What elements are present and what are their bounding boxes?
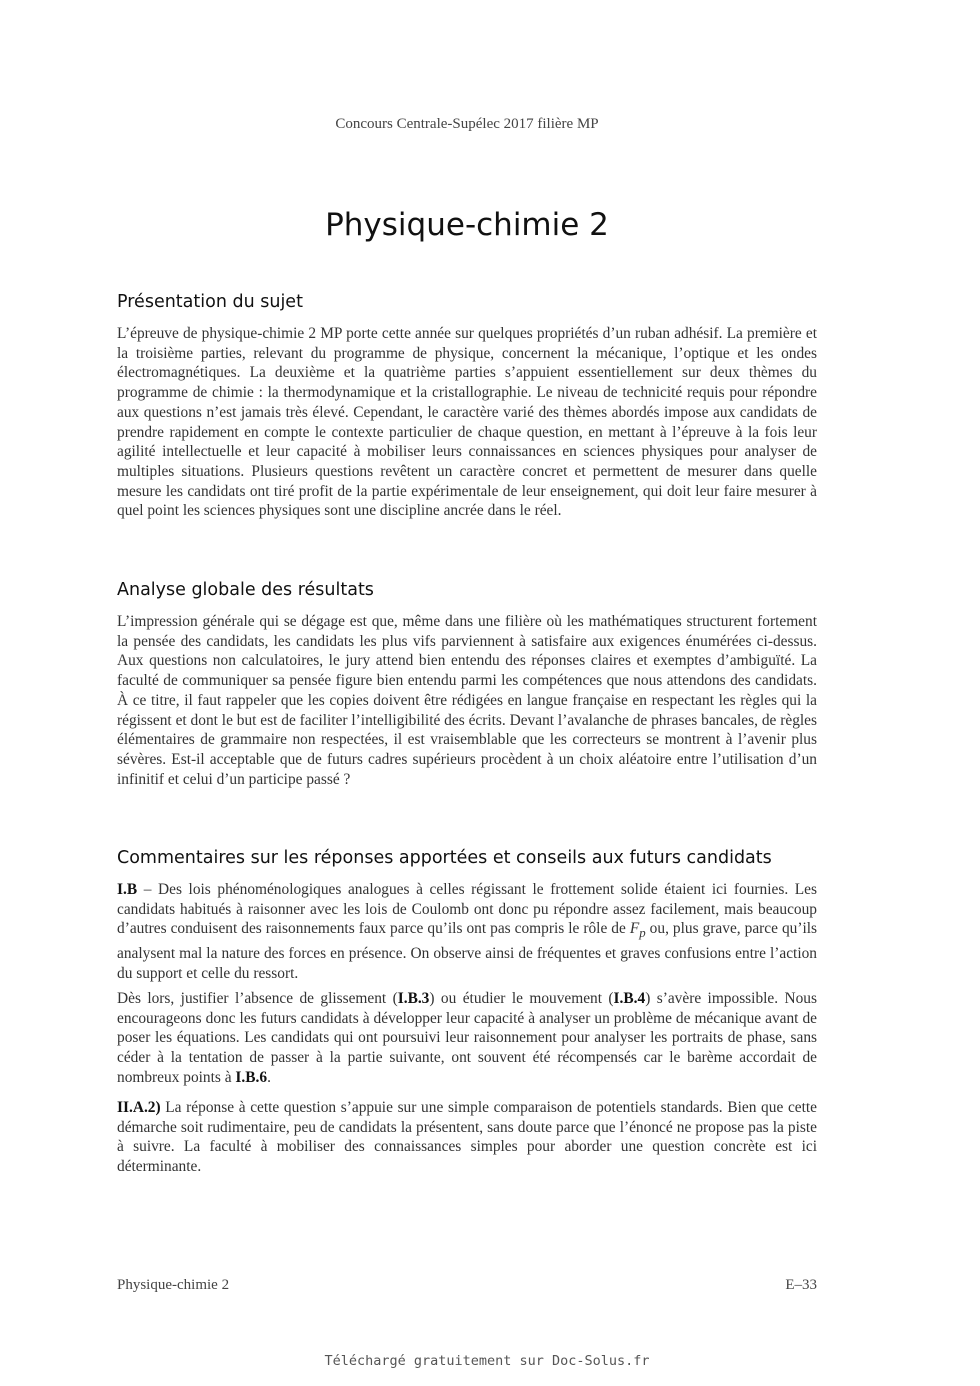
section-heading-presentation: Présentation du sujet: [117, 292, 303, 312]
question-ref-ib6: I.B.6: [235, 1068, 268, 1086]
comment-text: ou, plus grave, parce qu’ils analysent mal la nature des forces en présence. On observe ainsi de fréquentes et graves confusions entre l’action du support et celle du ressort.: [117, 920, 818, 982]
section-heading-analyse: Analyse globale des résultats: [117, 580, 374, 600]
comment-text: ) ou étudier le mouvement (: [429, 990, 614, 1007]
page-number: E–33: [785, 1277, 817, 1293]
comment-text: Dès lors, justifier l’absence de glissement (: [117, 990, 398, 1007]
force-symbol: F: [629, 920, 640, 938]
question-ref-ib: I.B: [117, 881, 138, 898]
force-subscript: p: [639, 926, 646, 941]
download-note: Téléchargé gratuitement sur Doc-Solus.fr: [324, 1353, 650, 1369]
comment-paragraph-ib: [117, 880, 817, 984]
comment-text: ) s’avère impossible. Nous encourageons donc les futurs candidats à développer leur capacité à analyser un problème de mécanique avant de poser les équations. Les candidats qui ont poursuivi leur raisonnement pour analyser les portraits de phase, sans céder à la tentation de passer à la partie suivante, ont souvent été récompensés car le barème accordait de nombreux points à: [117, 990, 817, 1086]
page-title: Physique-chimie 2: [325, 207, 609, 243]
comment-paragraph-iia2: [117, 1098, 817, 1177]
presentation-paragraph: L’épreuve de physique-chimie 2 MP porte cette année sur quelques propriétés d’un ruban adhésif. La première et la troisième parties, relevant du programme de physique, concernent la mécanique, l’optique et les ondes électromagnétiques. La deuxième et la quatrième parties s’appuient essentiellement sur deux thèmes du programme de chimie : la thermodynamique et la cristallographie. Le niveau de technicité requis pour répondre aux questions n’est jamais très élevé. Cependant, le caractère varié des thèmes abordés impose aux candidats de prendre rapidement en compte le contexte particulier de chaque question, en mettant à l’épreuve à la fois leur agilité intellectuelle et leur capacité à mobiliser leurs connaissances en sciences physiques pour analyser de multiples situations. Plusieurs questions revêtent un caractère concret et permettent de mesurer dans quelle mesure les candidats ont tiré profit de la partie expérimentale de leur enseignement, qui doit leur faire mesurer à quel point les sciences physiques sont une discipline ancrée dans le réel.: [117, 325, 817, 520]
question-ref-ib3: I.B.3: [397, 990, 430, 1007]
section-heading-commentaires: Commentaires sur les réponses apportées et conseils aux futurs candidats: [117, 848, 772, 868]
comment-text: .: [267, 1068, 271, 1086]
running-header: Concours Centrale-Supélec 2017 filière MP: [335, 116, 599, 132]
analyse-paragraph: L’impression générale qui se dégage est que, même dans une filière où les mathématiques structurent fortement la pensée des candidats, les candidats les plus vifs parviennent à satisfaire aux exigences énumérées ci-dessus. Aux questions non calculatoires, le jury attend bien entendu des réponses claires et exemptes d’ambiguïté. La faculté de communiquer sa pensée figure bien entendu parmi les compétences que nous attendons des candidats. À ce titre, il faut rappeler que les copies doivent être rédigées en langue française en respectant les règles qui la régissent et dont le but est de faciliter l’intelligibilité des écrits. Devant l’avalanche de phrases bancales, de règles élémentaires de grammaire non respectées, il est vraisemblable que les correcteurs se montrent à l’avenir plus sévères. Est-il acceptable que de futurs cadres supérieurs procèdent à un choix aléatoire entre l’utilisation d’un infinitif et celui d’un participe passé ?: [117, 613, 817, 788]
comment-text: – Des lois phénoménologiques analogues à celles régissant le frottement solide étaient ici fournies. Les candidats habitués à raisonner avec les lois de Coulomb ont donc pu répondre assez facilement, mais beaucoup d’autres conduisent des raisonnements faux parce qu’ils ont pas compris le rôle de: [117, 881, 817, 938]
comment-paragraph-ib-suite: [117, 989, 817, 1088]
footer-title: Physique-chimie 2: [117, 1277, 230, 1293]
question-ref-ib4: I.B.4: [613, 990, 646, 1007]
question-ref-iia2: II.A.2): [117, 1099, 161, 1116]
comment-text: La réponse à cette question s’appuie sur une simple comparaison de potentiels standards. Bien que cette démarche soit rudimentaire, peu de candidats la présentent, sans doute parce que l’énoncé ne propose pas la piste à suivre. La faculté à mobiliser des connaissances simples pour aborder une question concrète est ici déterminante.: [117, 1099, 817, 1176]
